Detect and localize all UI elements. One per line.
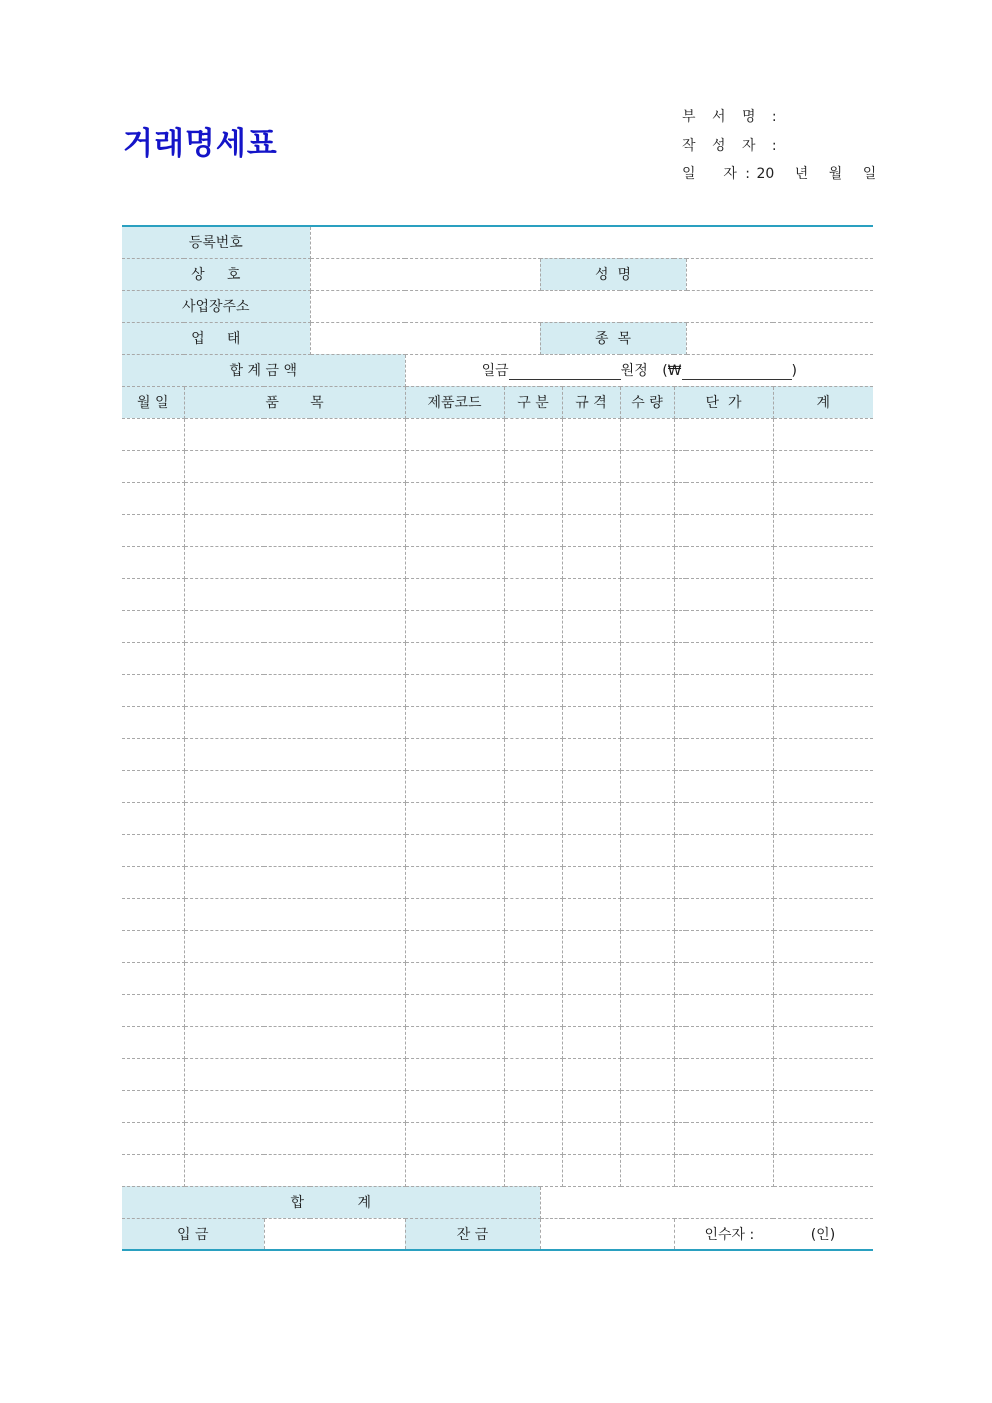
sum-label: 합 계 bbox=[122, 1186, 540, 1218]
item-cell[interactable] bbox=[405, 1058, 504, 1090]
reg-no-label: 등록번호 bbox=[122, 226, 310, 258]
item-cell[interactable] bbox=[620, 546, 674, 578]
item-cell[interactable] bbox=[620, 642, 674, 674]
item-cell[interactable] bbox=[184, 1090, 405, 1122]
item-cell[interactable] bbox=[773, 994, 873, 1026]
item-cell[interactable] bbox=[773, 930, 873, 962]
item-cell[interactable] bbox=[674, 610, 773, 642]
item-row bbox=[122, 482, 873, 514]
total-amount-value[interactable] bbox=[405, 354, 873, 386]
column-header-row bbox=[122, 386, 873, 418]
total-amount-label: 합 계 금 액 bbox=[122, 354, 405, 386]
document-title: 거래명세표 bbox=[123, 126, 278, 162]
item-row bbox=[122, 962, 873, 994]
item-cell[interactable] bbox=[674, 578, 773, 610]
business-row bbox=[122, 322, 873, 354]
krw-open: (₩ bbox=[662, 363, 682, 379]
item-cell[interactable] bbox=[620, 1154, 674, 1186]
item-cell[interactable] bbox=[674, 738, 773, 770]
payment-row bbox=[122, 1218, 873, 1250]
item-cell[interactable] bbox=[562, 514, 620, 546]
item-row bbox=[122, 578, 873, 610]
item-cell[interactable] bbox=[405, 1154, 504, 1186]
item-cell[interactable] bbox=[674, 674, 773, 706]
item-cell[interactable] bbox=[773, 1090, 873, 1122]
date-year-unit: 년 bbox=[794, 166, 809, 182]
item-cell[interactable] bbox=[122, 418, 184, 450]
col-unit-price: 단 가 bbox=[674, 386, 773, 418]
col-spec: 규 격 bbox=[562, 386, 620, 418]
item-cell[interactable] bbox=[674, 706, 773, 738]
won-prefix: 일금 bbox=[481, 363, 509, 379]
item-cell[interactable] bbox=[184, 962, 405, 994]
item-cell[interactable] bbox=[504, 962, 562, 994]
deposit-input[interactable] bbox=[264, 1218, 405, 1250]
reg-no-input[interactable] bbox=[310, 226, 873, 258]
item-cell[interactable] bbox=[773, 610, 873, 642]
item-cell[interactable] bbox=[122, 770, 184, 802]
item-cell[interactable] bbox=[405, 450, 504, 482]
item-cell[interactable] bbox=[620, 834, 674, 866]
item-cell[interactable] bbox=[773, 1122, 873, 1154]
total-amount-row bbox=[122, 354, 873, 386]
item-cell[interactable] bbox=[184, 546, 405, 578]
item-cell[interactable] bbox=[122, 866, 184, 898]
item-cell[interactable] bbox=[562, 770, 620, 802]
item-row bbox=[122, 802, 873, 834]
item-cell[interactable] bbox=[620, 1122, 674, 1154]
business-item-input[interactable] bbox=[686, 322, 873, 354]
item-cell[interactable] bbox=[674, 1026, 773, 1058]
item-cell[interactable] bbox=[620, 866, 674, 898]
item-cell[interactable] bbox=[405, 514, 504, 546]
item-cell[interactable] bbox=[504, 706, 562, 738]
item-cell[interactable] bbox=[184, 834, 405, 866]
item-cell[interactable] bbox=[620, 898, 674, 930]
item-cell[interactable] bbox=[122, 610, 184, 642]
item-cell[interactable] bbox=[504, 514, 562, 546]
item-row bbox=[122, 738, 873, 770]
item-cell[interactable] bbox=[674, 898, 773, 930]
item-cell[interactable] bbox=[184, 898, 405, 930]
item-cell[interactable] bbox=[674, 770, 773, 802]
item-row bbox=[122, 418, 873, 450]
item-cell[interactable] bbox=[562, 642, 620, 674]
item-row bbox=[122, 1122, 873, 1154]
item-cell[interactable] bbox=[184, 482, 405, 514]
item-cell[interactable] bbox=[184, 770, 405, 802]
item-cell[interactable] bbox=[674, 1090, 773, 1122]
item-cell[interactable] bbox=[405, 706, 504, 738]
item-cell[interactable] bbox=[504, 802, 562, 834]
item-cell[interactable] bbox=[122, 738, 184, 770]
col-date: 월 일 bbox=[122, 386, 184, 418]
item-cell[interactable] bbox=[620, 418, 674, 450]
item-cell[interactable] bbox=[562, 1090, 620, 1122]
item-cell[interactable] bbox=[773, 866, 873, 898]
item-cell[interactable] bbox=[405, 834, 504, 866]
item-cell[interactable] bbox=[620, 962, 674, 994]
item-cell[interactable] bbox=[773, 450, 873, 482]
item-cell[interactable] bbox=[405, 674, 504, 706]
item-cell[interactable] bbox=[184, 706, 405, 738]
item-cell[interactable] bbox=[184, 578, 405, 610]
item-cell[interactable] bbox=[504, 1122, 562, 1154]
item-cell[interactable] bbox=[562, 1122, 620, 1154]
item-row bbox=[122, 1090, 873, 1122]
col-total: 계 bbox=[773, 386, 873, 418]
item-cell[interactable] bbox=[620, 706, 674, 738]
item-cell[interactable] bbox=[405, 1090, 504, 1122]
item-cell[interactable] bbox=[773, 514, 873, 546]
item-cell[interactable] bbox=[620, 450, 674, 482]
item-cell[interactable] bbox=[504, 866, 562, 898]
item-cell[interactable] bbox=[184, 738, 405, 770]
item-cell[interactable] bbox=[122, 674, 184, 706]
item-cell[interactable] bbox=[405, 1026, 504, 1058]
item-cell[interactable] bbox=[184, 1026, 405, 1058]
item-cell[interactable] bbox=[405, 546, 504, 578]
date-month-unit: 월 bbox=[828, 166, 843, 182]
item-cell[interactable] bbox=[562, 706, 620, 738]
item-row bbox=[122, 546, 873, 578]
item-cell[interactable] bbox=[122, 450, 184, 482]
item-row bbox=[122, 674, 873, 706]
item-row bbox=[122, 834, 873, 866]
item-row bbox=[122, 706, 873, 738]
item-cell[interactable] bbox=[674, 514, 773, 546]
item-cell[interactable] bbox=[504, 610, 562, 642]
item-cell[interactable] bbox=[184, 674, 405, 706]
business-type-input[interactable] bbox=[310, 322, 540, 354]
company-input[interactable] bbox=[310, 258, 540, 290]
item-cell[interactable] bbox=[674, 1058, 773, 1090]
krw-close: ) bbox=[791, 363, 797, 379]
won-suffix: 원정 bbox=[620, 363, 648, 379]
item-cell[interactable] bbox=[122, 1122, 184, 1154]
item-cell[interactable] bbox=[562, 578, 620, 610]
item-cell[interactable] bbox=[405, 1122, 504, 1154]
address-label: 사업장주소 bbox=[122, 290, 310, 322]
item-cell[interactable] bbox=[773, 770, 873, 802]
item-cell[interactable] bbox=[674, 994, 773, 1026]
item-cell[interactable] bbox=[504, 482, 562, 514]
item-cell[interactable] bbox=[184, 1122, 405, 1154]
item-cell[interactable] bbox=[504, 834, 562, 866]
item-cell[interactable] bbox=[184, 1058, 405, 1090]
item-cell[interactable] bbox=[504, 930, 562, 962]
item-cell[interactable] bbox=[620, 674, 674, 706]
item-cell[interactable] bbox=[184, 450, 405, 482]
item-cell[interactable] bbox=[184, 866, 405, 898]
receiver-label: 인수자 : bbox=[704, 1226, 755, 1243]
item-row bbox=[122, 898, 873, 930]
item-cell[interactable] bbox=[674, 802, 773, 834]
item-cell[interactable] bbox=[562, 1026, 620, 1058]
item-row bbox=[122, 450, 873, 482]
sum-value[interactable] bbox=[540, 1186, 873, 1218]
item-cell[interactable] bbox=[674, 1122, 773, 1154]
item-cell[interactable] bbox=[562, 994, 620, 1026]
item-cell[interactable] bbox=[773, 642, 873, 674]
item-cell[interactable] bbox=[122, 930, 184, 962]
item-cell[interactable] bbox=[122, 482, 184, 514]
item-cell[interactable] bbox=[504, 738, 562, 770]
item-cell[interactable] bbox=[405, 642, 504, 674]
item-row bbox=[122, 514, 873, 546]
reg-no-row bbox=[122, 226, 873, 258]
date-year: 20 bbox=[756, 166, 775, 182]
item-cell[interactable] bbox=[405, 802, 504, 834]
item-cell[interactable] bbox=[122, 706, 184, 738]
item-cell[interactable] bbox=[674, 834, 773, 866]
item-cell[interactable] bbox=[122, 546, 184, 578]
name-label: 성 명 bbox=[540, 258, 686, 290]
item-cell[interactable] bbox=[620, 610, 674, 642]
item-cell[interactable] bbox=[504, 450, 562, 482]
item-cell[interactable] bbox=[504, 1026, 562, 1058]
item-cell[interactable] bbox=[405, 418, 504, 450]
item-cell[interactable] bbox=[504, 642, 562, 674]
item-cell[interactable] bbox=[773, 706, 873, 738]
item-cell[interactable] bbox=[184, 1154, 405, 1186]
item-cell[interactable] bbox=[562, 962, 620, 994]
item-row bbox=[122, 930, 873, 962]
item-cell[interactable] bbox=[504, 418, 562, 450]
dept-field bbox=[682, 106, 783, 126]
item-cell[interactable] bbox=[405, 578, 504, 610]
item-row bbox=[122, 1026, 873, 1058]
item-cell[interactable] bbox=[620, 770, 674, 802]
item-cell[interactable] bbox=[184, 802, 405, 834]
item-cell[interactable] bbox=[620, 1090, 674, 1122]
item-cell[interactable] bbox=[504, 674, 562, 706]
item-cell[interactable] bbox=[773, 962, 873, 994]
item-cell[interactable] bbox=[122, 962, 184, 994]
item-cell[interactable] bbox=[773, 578, 873, 610]
address-row bbox=[122, 290, 873, 322]
item-cell[interactable] bbox=[773, 1058, 873, 1090]
item-cell[interactable] bbox=[184, 994, 405, 1026]
item-cell[interactable] bbox=[620, 1058, 674, 1090]
item-cell[interactable] bbox=[504, 898, 562, 930]
item-cell[interactable] bbox=[122, 1058, 184, 1090]
item-cell[interactable] bbox=[562, 930, 620, 962]
item-cell[interactable] bbox=[405, 898, 504, 930]
item-cell[interactable] bbox=[562, 898, 620, 930]
item-cell[interactable] bbox=[122, 514, 184, 546]
name-input[interactable] bbox=[686, 258, 873, 290]
item-cell[interactable] bbox=[122, 1154, 184, 1186]
item-cell[interactable] bbox=[620, 930, 674, 962]
item-row bbox=[122, 1058, 873, 1090]
item-cell[interactable] bbox=[562, 482, 620, 514]
item-cell[interactable] bbox=[773, 418, 873, 450]
address-input[interactable] bbox=[310, 290, 873, 322]
col-item: 품 목 bbox=[184, 386, 405, 418]
item-cell[interactable] bbox=[122, 1026, 184, 1058]
item-row bbox=[122, 1154, 873, 1186]
balance-label: 잔 금 bbox=[405, 1218, 540, 1250]
item-row bbox=[122, 770, 873, 802]
item-cell[interactable] bbox=[562, 866, 620, 898]
item-cell[interactable] bbox=[562, 450, 620, 482]
item-cell[interactable] bbox=[562, 1058, 620, 1090]
date-field bbox=[682, 163, 876, 183]
item-cell[interactable] bbox=[184, 610, 405, 642]
item-row bbox=[122, 994, 873, 1026]
item-cell[interactable] bbox=[620, 578, 674, 610]
item-cell[interactable] bbox=[504, 1058, 562, 1090]
sum-row bbox=[122, 1186, 873, 1218]
item-cell[interactable] bbox=[122, 994, 184, 1026]
item-cell[interactable] bbox=[405, 930, 504, 962]
item-cell[interactable] bbox=[674, 418, 773, 450]
item-row bbox=[122, 866, 873, 898]
item-cell[interactable] bbox=[562, 802, 620, 834]
item-cell[interactable] bbox=[405, 962, 504, 994]
item-cell[interactable] bbox=[405, 866, 504, 898]
item-cell[interactable] bbox=[184, 642, 405, 674]
item-cell[interactable] bbox=[620, 802, 674, 834]
company-row bbox=[122, 258, 873, 290]
won-korean-blank[interactable] bbox=[509, 365, 621, 380]
item-cell[interactable] bbox=[405, 994, 504, 1026]
item-cell[interactable] bbox=[504, 546, 562, 578]
company-label: 상 호 bbox=[122, 258, 310, 290]
item-row bbox=[122, 642, 873, 674]
item-cell[interactable] bbox=[773, 674, 873, 706]
balance-input[interactable] bbox=[540, 1218, 674, 1250]
item-cell[interactable] bbox=[504, 1154, 562, 1186]
item-cell[interactable] bbox=[122, 802, 184, 834]
item-cell[interactable] bbox=[674, 642, 773, 674]
item-cell[interactable] bbox=[562, 674, 620, 706]
item-cell[interactable] bbox=[184, 930, 405, 962]
item-cell[interactable] bbox=[773, 546, 873, 578]
item-cell[interactable] bbox=[504, 1090, 562, 1122]
item-cell[interactable] bbox=[405, 482, 504, 514]
item-cell[interactable] bbox=[773, 834, 873, 866]
item-cell[interactable] bbox=[562, 610, 620, 642]
dept-label: 부 서 명 : bbox=[682, 109, 783, 125]
item-cell[interactable] bbox=[674, 1154, 773, 1186]
item-cell[interactable] bbox=[122, 578, 184, 610]
item-cell[interactable] bbox=[773, 738, 873, 770]
krw-numeric-blank[interactable] bbox=[682, 365, 792, 380]
item-cell[interactable] bbox=[122, 834, 184, 866]
item-cell[interactable] bbox=[674, 546, 773, 578]
item-cell[interactable] bbox=[184, 418, 405, 450]
col-quantity: 수 량 bbox=[620, 386, 674, 418]
item-cell[interactable] bbox=[674, 930, 773, 962]
item-cell[interactable] bbox=[674, 866, 773, 898]
item-cell[interactable] bbox=[562, 546, 620, 578]
transaction-table bbox=[122, 225, 873, 1251]
item-cell[interactable] bbox=[620, 514, 674, 546]
item-cell[interactable] bbox=[405, 738, 504, 770]
item-cell[interactable] bbox=[405, 770, 504, 802]
item-cell[interactable] bbox=[674, 482, 773, 514]
item-cell[interactable] bbox=[562, 418, 620, 450]
item-cell[interactable] bbox=[620, 1026, 674, 1058]
col-category: 구 분 bbox=[504, 386, 562, 418]
writer-label: 작 성 자 : bbox=[682, 138, 783, 154]
date-label: 일 자 : bbox=[682, 166, 753, 182]
item-cell[interactable] bbox=[674, 962, 773, 994]
item-cell[interactable] bbox=[562, 1154, 620, 1186]
writer-field bbox=[682, 135, 783, 155]
item-cell[interactable] bbox=[562, 738, 620, 770]
item-cell[interactable] bbox=[122, 642, 184, 674]
item-cell[interactable] bbox=[620, 994, 674, 1026]
item-cell[interactable] bbox=[184, 514, 405, 546]
item-cell[interactable] bbox=[773, 482, 873, 514]
item-cell[interactable] bbox=[620, 738, 674, 770]
seal-label: (인) bbox=[810, 1226, 836, 1243]
item-row bbox=[122, 610, 873, 642]
business-type-label: 업 태 bbox=[122, 322, 310, 354]
item-cell[interactable] bbox=[773, 1154, 873, 1186]
receiver-field[interactable] bbox=[674, 1218, 873, 1250]
business-item-label: 종 목 bbox=[540, 322, 686, 354]
item-cell[interactable] bbox=[562, 834, 620, 866]
item-cell[interactable] bbox=[405, 610, 504, 642]
item-cell[interactable] bbox=[773, 802, 873, 834]
col-product-code: 제품코드 bbox=[405, 386, 504, 418]
item-cell[interactable] bbox=[122, 1090, 184, 1122]
item-cell[interactable] bbox=[773, 898, 873, 930]
item-cell[interactable] bbox=[122, 898, 184, 930]
date-day-unit: 일 bbox=[862, 166, 877, 182]
item-cell[interactable] bbox=[674, 450, 773, 482]
item-cell[interactable] bbox=[504, 770, 562, 802]
item-cell[interactable] bbox=[504, 578, 562, 610]
item-cell[interactable] bbox=[773, 1026, 873, 1058]
deposit-label: 입 금 bbox=[122, 1218, 264, 1250]
item-cell[interactable] bbox=[620, 482, 674, 514]
item-cell[interactable] bbox=[504, 994, 562, 1026]
